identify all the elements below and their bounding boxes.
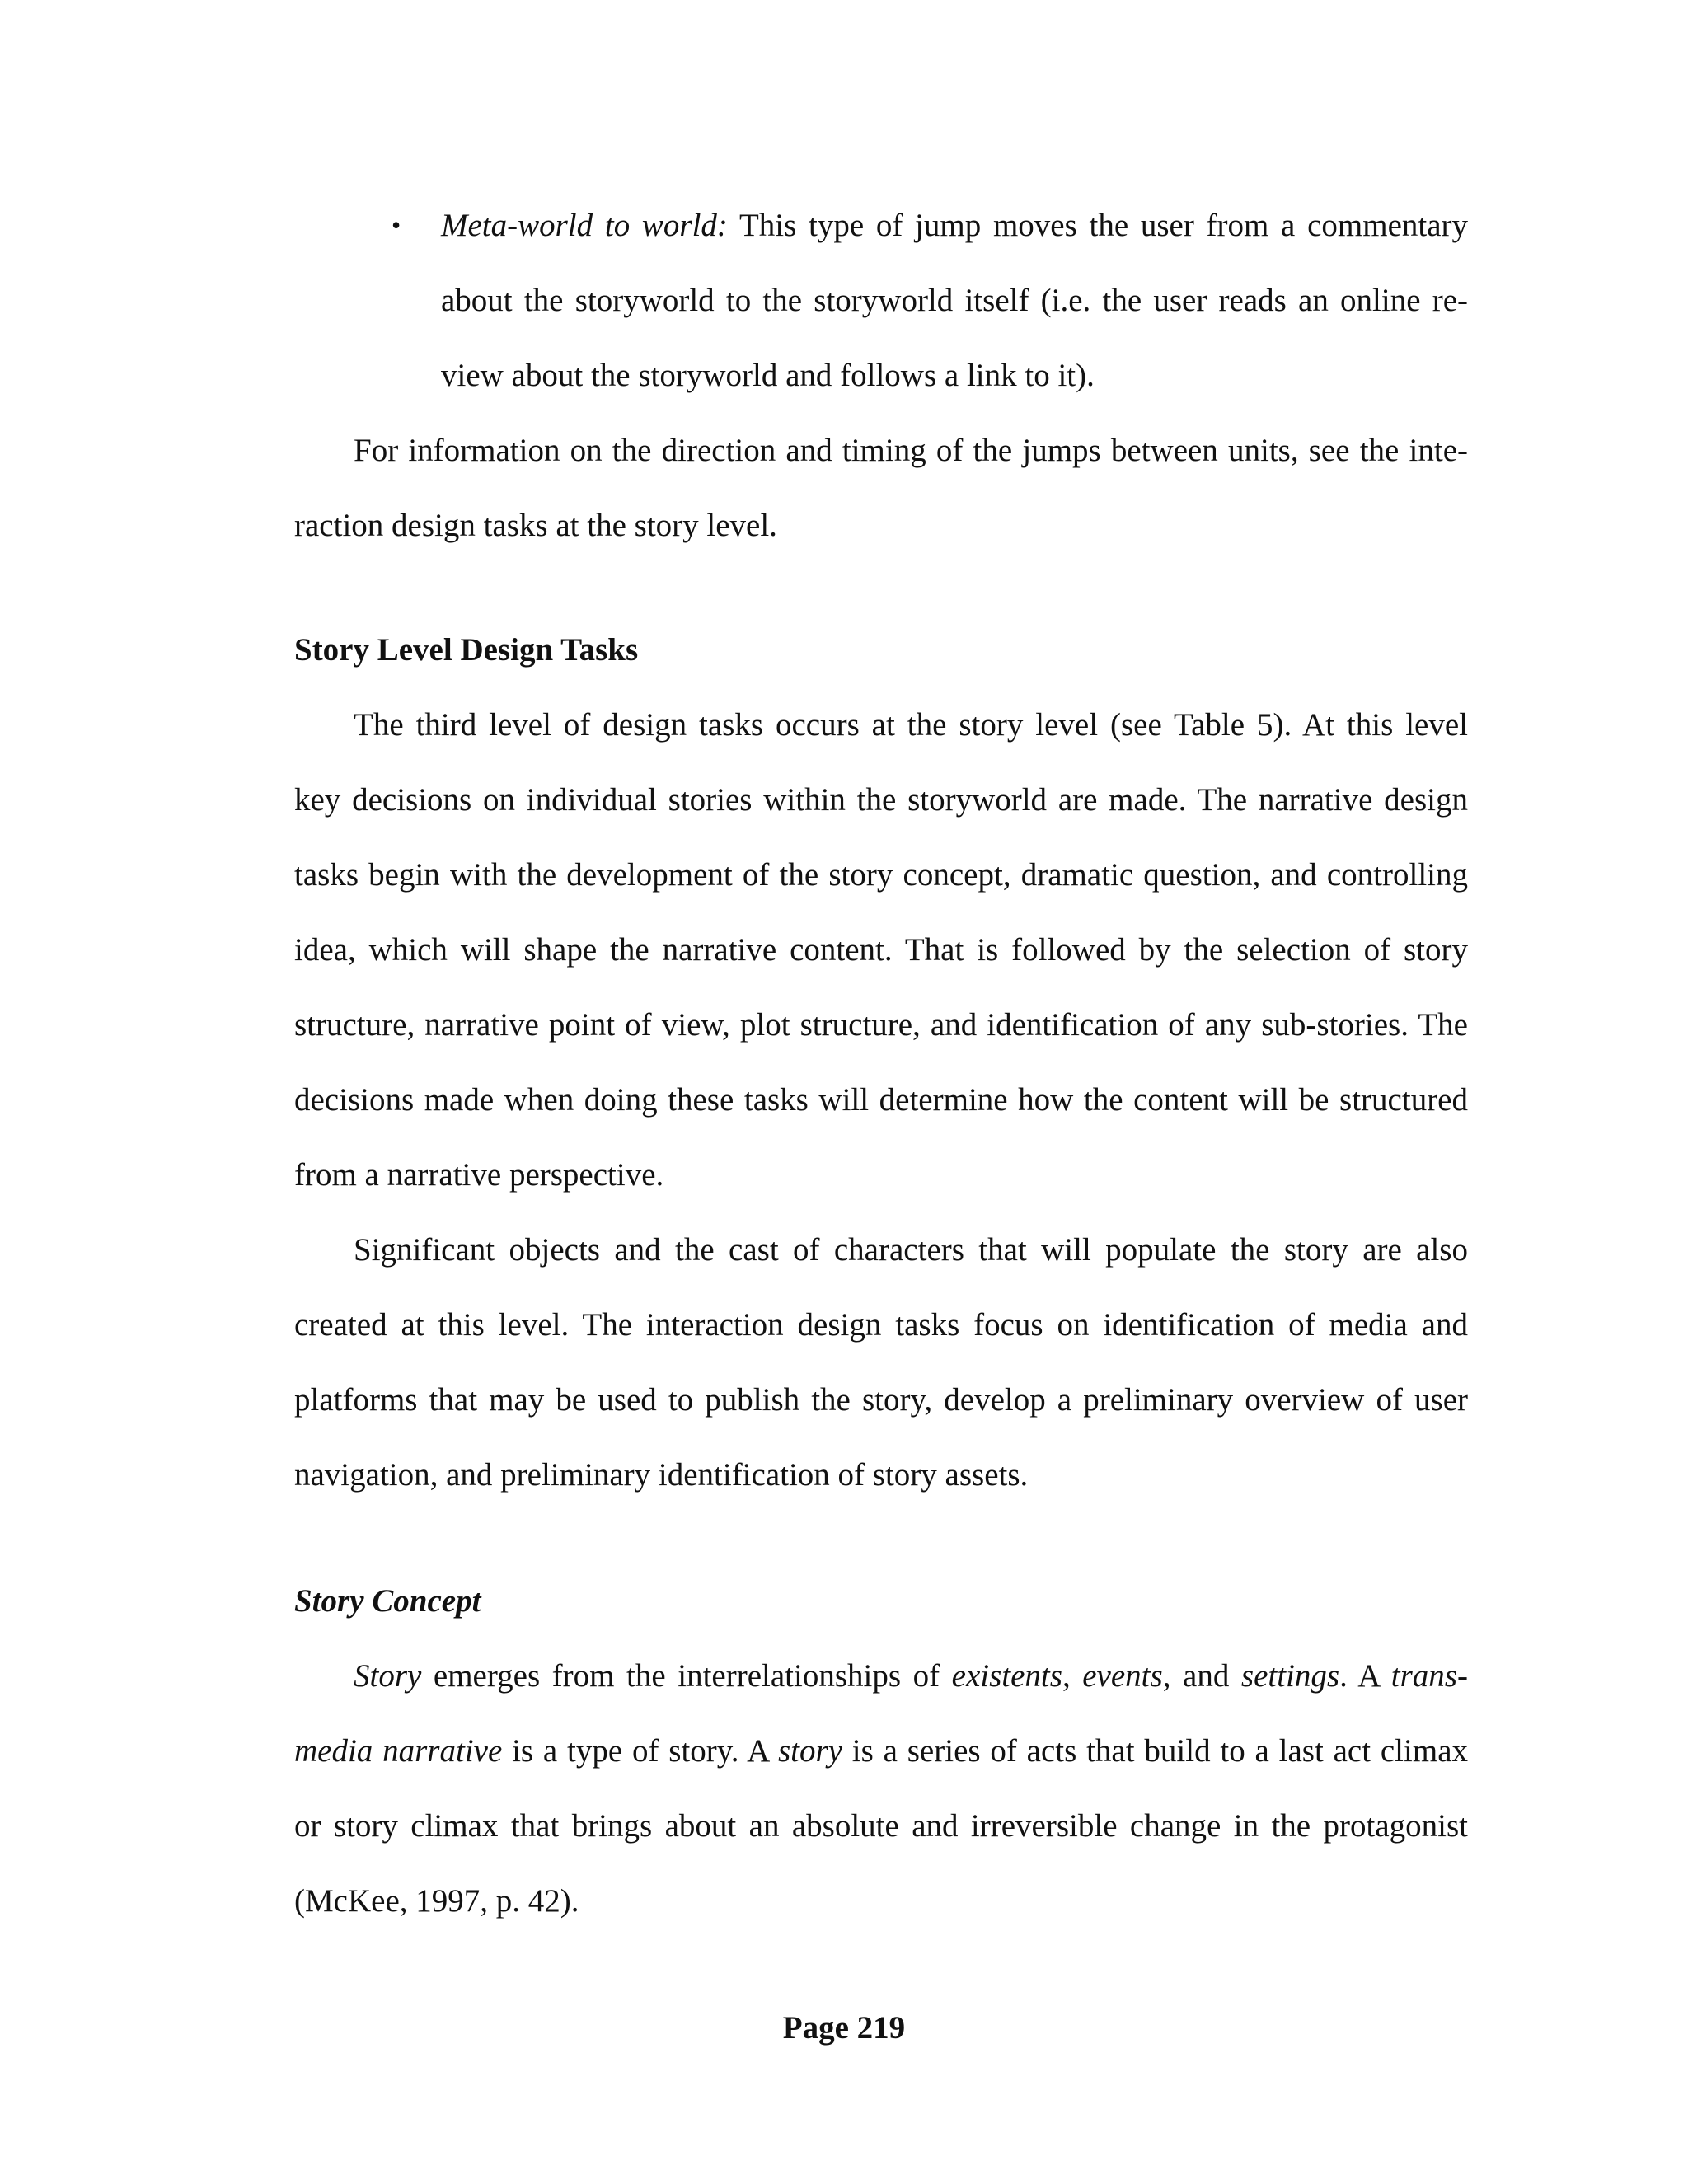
para4-line-3: or story climax that brings about an absolute and irreversible change in the protagonist — [294, 1808, 1468, 1844]
section-heading-story-concept: Story Concept — [294, 1583, 481, 1619]
text-run: is a type of story. A — [502, 1733, 778, 1769]
spacer — [294, 1512, 1468, 1563]
section-heading-story-level-design-tasks: Story Level Design Tasks — [294, 632, 639, 668]
page-body — [294, 188, 1468, 1938]
text-run: emerges from the interrelationships of — [421, 1658, 952, 1694]
para3-line-2: created at this level. The interaction design tasks focus on identification of media and — [294, 1307, 1468, 1343]
para3-line-3: platforms that may be used to publish the story, develop a preliminary overview of user — [294, 1382, 1468, 1418]
para2-line-5: structure, narrative point of view, plot structure, and identification of any sub-stories. The — [294, 1007, 1468, 1043]
para1-line-2: raction design tasks at the story level. — [294, 508, 777, 543]
term-story: Story — [354, 1658, 422, 1694]
para4-line-1 — [294, 1638, 1468, 1713]
page-number: Page 219 — [782, 2010, 906, 2046]
para2-line-7: from a narrative perspective. — [294, 1157, 664, 1193]
para2-line-6: decisions made when doing these tasks will determine how the content will be structured — [294, 1082, 1468, 1118]
bullet-term: Meta-world to world: — [441, 208, 728, 243]
para3-line-1: Significant objects and the cast of characters that will populate the story are also — [354, 1232, 1468, 1268]
term-story-2: story — [778, 1733, 842, 1769]
para2-line-3: tasks begin with the development of the story concept, dramatic question, and controlling — [294, 857, 1468, 893]
para2-line-1: The third level of design tasks occurs at the story level (see Table 5). At this level — [354, 707, 1468, 743]
term-media-narrative: media narrative — [294, 1733, 503, 1769]
bullet-marker: • — [392, 210, 401, 240]
para3-line-4: navigation, and preliminary identification of story assets. — [294, 1457, 1029, 1493]
spacer — [294, 563, 1468, 612]
para4-line-2 — [294, 1713, 1468, 1788]
bullet-text: This type of jump moves the user from a commentary — [727, 208, 1469, 243]
text-run: . A — [1339, 1658, 1391, 1694]
para4-line-4: (McKee, 1997, p. 42). — [294, 1883, 579, 1919]
text-run: , — [1062, 1658, 1083, 1694]
bullet-item-line-2: about the storyworld to the storyworld itself (i.e. the user reads an online re- — [441, 283, 1468, 318]
bullet-item-line-1 — [294, 188, 1468, 263]
text-run: is a series of acts that build to a last act climax — [842, 1733, 1468, 1769]
para2-line-4: idea, which will shape the narrative content. That is followed by the selection of story — [294, 932, 1468, 968]
para2-line-2: key decisions on individual stories within the storyworld are made. The narrative design — [294, 782, 1468, 818]
term-existents: existents — [951, 1658, 1062, 1694]
term-events: events — [1082, 1658, 1163, 1694]
term-settings: settings — [1240, 1658, 1340, 1694]
para1-line-1: For information on the direction and timing of the jumps between units, see the inte- — [354, 433, 1468, 468]
term-trans: trans- — [1390, 1658, 1468, 1694]
bullet-item-line-3: view about the storyworld and follows a link to it). — [441, 358, 1095, 393]
text-run: , and — [1162, 1658, 1241, 1694]
